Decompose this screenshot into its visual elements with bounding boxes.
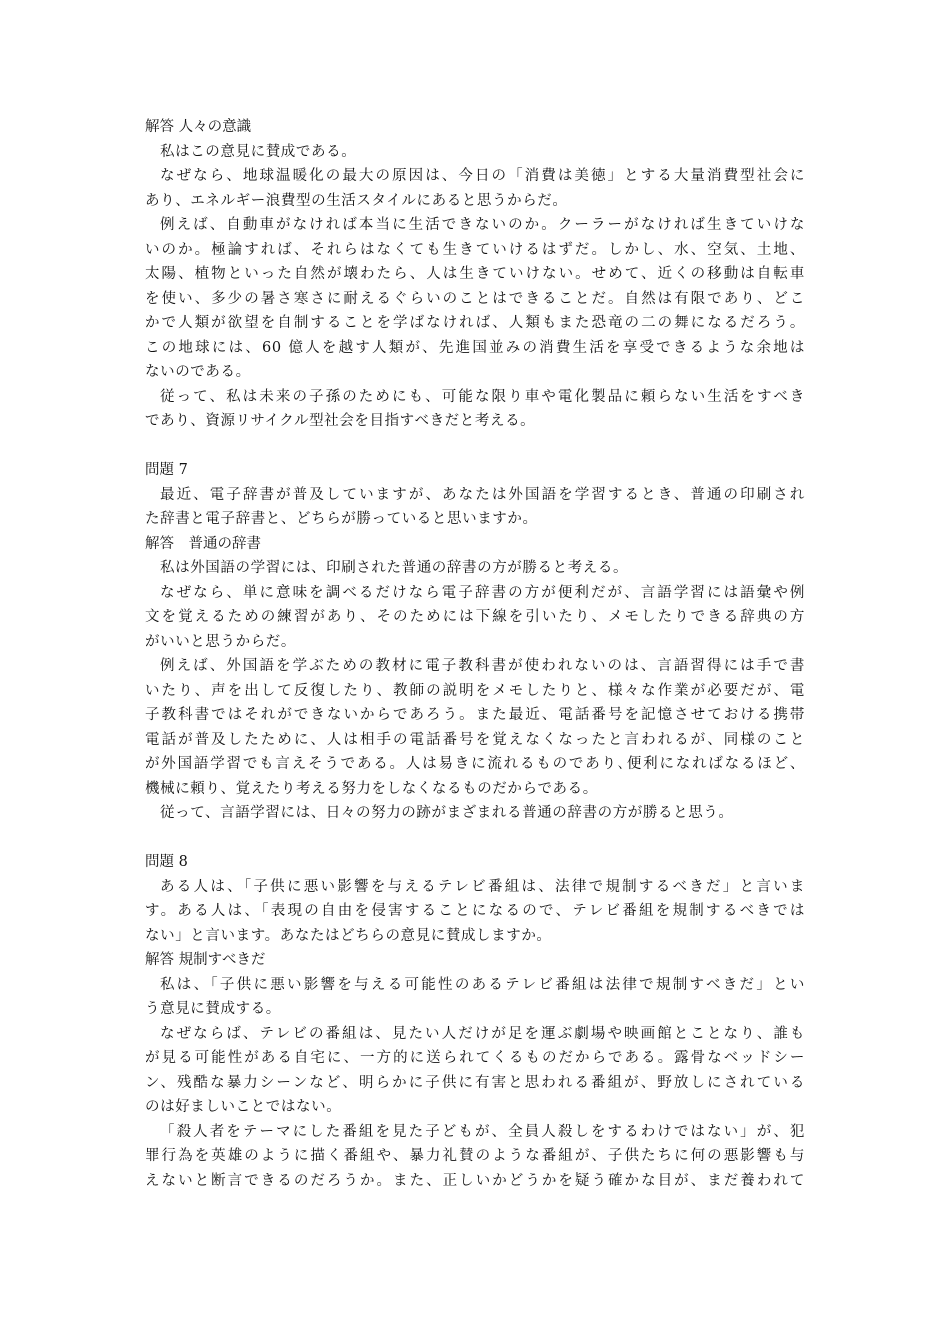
paragraph-line: のは好ましいことではない。 (145, 1099, 342, 1115)
paragraph-line: ン、残酷な暴力シーンなど、明らかに子供に有害と思われる番組が、野放しにされている (145, 1074, 805, 1091)
question-line: す。ある人は、「表現の自由を侵害することになるので、テレビ番組を規制するべきでは (145, 903, 805, 919)
question-line: ある人は、「子供に悪い影響を与えるテレビ番組は、法律で規制するべきだ」と言いま (160, 878, 805, 895)
document-page (145, 115, 805, 1193)
paragraph-line: 太陽、植物といった自然が壊わたら、人は生きていけない。せめて、近くの移動は自転車 (145, 266, 805, 282)
paragraph-line: 例えば、外国語を学ぶための教材に電子教科書が使われないのは、言語習得には手で書 (160, 658, 805, 674)
paragraph-line: 子教科書ではそれができないからであろう。また最近、電話番号を記憶させておける携帯 (145, 707, 805, 723)
section-gap (145, 434, 805, 459)
paragraph-line: がいいと思うからだ。 (145, 633, 296, 650)
paragraph-line: この地球には、60 億人を越す人類が、先進国並みの消費生活を享受できるような余地は (145, 339, 805, 356)
paragraph-line: ないのである。 (145, 364, 251, 380)
answer-heading: 解答 普通の辞書 (145, 535, 261, 552)
question-line: た辞書と電子辞書と、どちらが勝っていると思いますか。 (145, 511, 538, 527)
question-heading: 問題 8 (145, 854, 188, 870)
question-line: 最近、電子辞書が普及していますが、あなたは外国語を学習するとき、普通の印刷され (160, 486, 805, 503)
paragraph-line: であり、資源リサイクル型社会を目指すべきだと考える。 (145, 413, 536, 429)
paragraph-line: なぜなら、単に意味を調べるだけなら電子辞書の方が便利だが、言語学習には語彙や例 (160, 584, 805, 601)
paragraph-line: なぜならば、テレビの番組は、見たい人だけが足を運ぶ劇場や映画館とことなり、誰も (160, 1025, 805, 1042)
paragraph-line: が見る可能性がある自宅に、一方的に送られてくるものだからである。露骨なベッドシー (145, 1050, 805, 1066)
paragraph-line: 「殺人者をテーマにした番組を見た子どもが、全員人殺しをするわけではない」が、犯 (160, 1123, 805, 1140)
answer-heading: 解答 人々の意識 (145, 119, 252, 135)
paragraph-line: 従って、言語学習には、日々の努力の跡がまざまれる普通の辞書の方が勝ると思う。 (160, 805, 734, 821)
section-gap (145, 826, 805, 851)
paragraph-line: 私はこの意見に賛成である。 (160, 143, 357, 160)
paragraph-line: 機械に頼り、覚えたり考える努力をしなくなるものだからである。 (145, 780, 598, 797)
paragraph-line: を使い、多少の暑さ寒さに耐えるぐらいのことはできることだ。自然は有限であり、どこ (145, 290, 805, 307)
paragraph-line: かで人類が欲望を自制することを学ばなければ、人類もまた恐竜の二の舞になるだろう。 (145, 315, 805, 331)
paragraph-line: 従って、私は未来の子孫のためにも、可能な限り車や電化製品に頼らない生活をすべき (160, 388, 805, 405)
question-line: ない」と言います。あなたはどちらの意見に賛成しますか。 (145, 927, 552, 944)
paragraph-line: が外国語学習でも言えそうである。人は易きに流れるものであり､便利になればなるほど、 (145, 756, 805, 772)
paragraph-line: 罪行為を英雄のように描く番組や、暴力礼賛のような番組が、子供たちに何の悪影響も与 (145, 1148, 805, 1164)
paragraph-line: う意見に賛成する。 (145, 1001, 281, 1017)
paragraph-line: いたり、声を出して反復したり、教師の説明をメモしたりと、様々な作業が必要だが、電 (145, 682, 805, 699)
paragraph-line: あり、エネルギー浪費型の生活スタイルにあると思うからだ。 (145, 192, 568, 209)
question-heading: 問題 7 (145, 462, 188, 478)
paragraph-line: 文を覚えるための練習があり、そのためには下線を引いたり、メモしたりできる辞典の方 (145, 609, 805, 625)
paragraph-line: えないと断言できるのだろうか。また、正しいかどうかを疑う確かな目が、まだ養われて (145, 1172, 805, 1189)
paragraph-line: 例えば、自動車がなければ本当に生活できないのか。クーラーがなければ生きていけな (160, 217, 805, 233)
paragraph-line: なぜなら、地球温暖化の最大の原因は、今日の「消費は美徳」とする大量消費型社会に (160, 168, 805, 184)
answer-heading: 解答 規制すべきだ (145, 952, 266, 968)
paragraph-line: 私は外国語の学習には、印刷された普通の辞書の方が勝ると考える。 (160, 560, 629, 576)
paragraph-line: 電話が普及したために、人は相手の電話番号を覚えなくなったと言われるが、同様のこと (145, 731, 805, 748)
paragraph-line: 私は、「子供に悪い影響を与える可能性のあるテレビ番組は法律で規制すべきだ」とい (160, 976, 805, 993)
paragraph-line: いのか。極論すれば、それらはなくても生きていけるはずだ。しかし、水、空気、土地、 (145, 241, 805, 258)
